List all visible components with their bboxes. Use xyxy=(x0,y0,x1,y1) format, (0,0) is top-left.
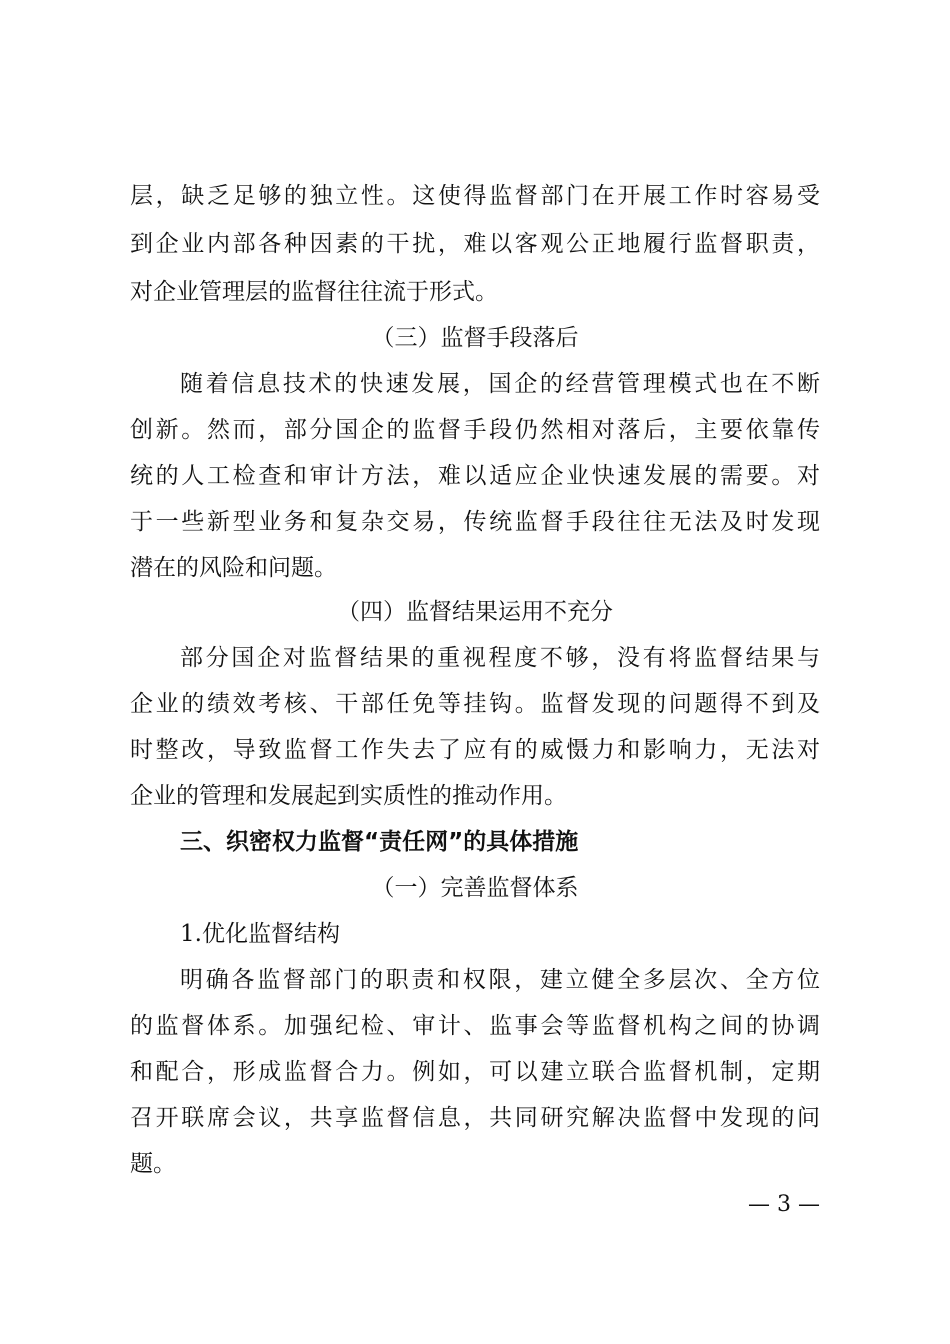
body-line: 的监督体系。加强纪检、审计、监事会等监督机构之间的协调 xyxy=(130,1013,820,1039)
body-line: 企业的管理和发展起到实质性的推动作用。 xyxy=(130,783,567,809)
body-line: 明确各监督部门的职责和权限，建立健全多层次、全方位 xyxy=(180,967,820,993)
body-line: 到企业内部各种因素的干扰，难以客观公正地履行监督职责， xyxy=(130,231,820,257)
body-line: 统的人工检查和审计方法，难以适应企业快速发展的需要。对 xyxy=(130,463,820,489)
section-subheading: （三）监督手段落后 xyxy=(371,325,579,351)
body-line: 潜在的风险和问题。 xyxy=(130,555,337,581)
body-line: 层，缺乏足够的独立性。这使得监督部门在开展工作时容易受 xyxy=(130,183,820,209)
body-line: 随着信息技术的快速发展，国企的经营管理模式也在不断 xyxy=(180,371,820,397)
body-line: 和配合，形成监督合力。例如，可以建立联合监督机制，定期 xyxy=(130,1059,820,1085)
body-line: 于一些新型业务和复杂交易，传统监督手段往往无法及时发现 xyxy=(130,509,820,535)
body-line: 题。 xyxy=(130,1151,176,1177)
body-line: 部分国企对监督结果的重视程度不够，没有将监督结果与 xyxy=(180,645,820,671)
section-subheading: （一）完善监督体系 xyxy=(371,875,579,901)
section-subheading: （四）监督结果运用不充分 xyxy=(337,599,613,625)
page-number: — 3 — xyxy=(748,1192,820,1217)
body-line: 时整改，导致监督工作失去了应有的威慑力和影响力，无法对 xyxy=(130,737,820,763)
body-line: 对企业管理层的监督往往流于形式。 xyxy=(130,279,498,305)
body-line: 召开联席会议，共享监督信息，共同研究解决监督中发现的问 xyxy=(130,1105,820,1131)
body-line: 企业的绩效考核、干部任免等挂钩。监督发现的问题得不到及 xyxy=(130,691,820,717)
item-heading: 1.优化监督结构 xyxy=(180,921,340,947)
section-heading: 三、织密权力监督“责任网”的具体措施 xyxy=(180,829,579,855)
body-line: 创新。然而，部分国企的监督手段仍然相对落后，主要依靠传 xyxy=(130,417,820,443)
